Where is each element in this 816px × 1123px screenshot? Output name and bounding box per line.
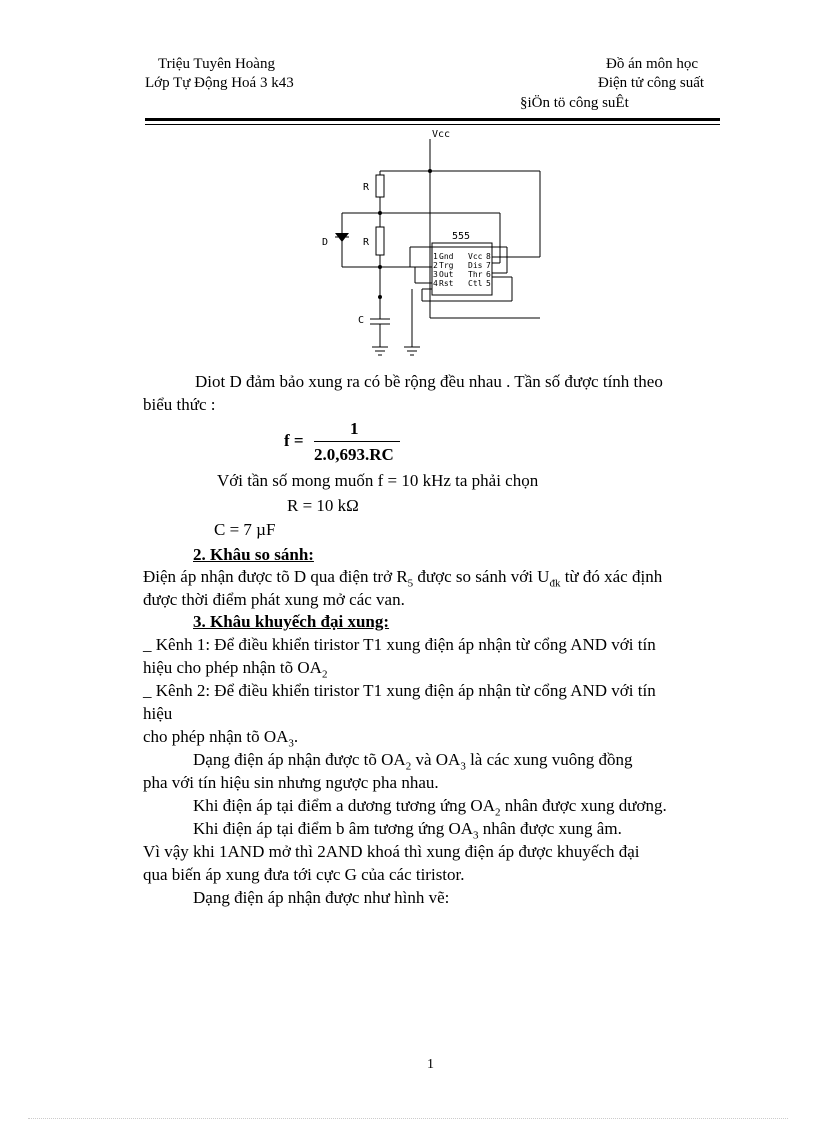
resistor-r1 [376,175,384,197]
r2-label: R [363,237,370,248]
para2-line2: được thời điểm phát xung mở các van. [143,590,405,609]
pin-num-7: 7 [486,261,491,270]
c-value: C = 7 µF [214,520,276,539]
formula-numerator: 1 [350,419,359,438]
para3-line1: Dạng điện áp nhận được tõ $OA_2$ và $OA_3$ là các xung vuông đồng [193,750,633,773]
r-value: R = 10 kΩ [287,496,359,515]
pin-num-6: 6 [486,270,491,279]
pin-gnd: Gnd [439,252,454,261]
heading-comparator: 2. Khâu so sánh: [193,545,314,564]
formula-denominator: 2.0,693.RC [314,445,394,464]
page-number: 1 [427,1057,434,1072]
heading-amplifier: 3. Khâu khuyếch đại xung: [193,612,390,631]
pin-out: Out [439,270,454,279]
pin-ctl: Ctl [468,279,483,288]
para7: Dạng điện áp nhận được như hình vẽ: [193,888,450,907]
para3-line2: pha với tín hiệu sin nhưng ngược pha nhau. [143,773,439,792]
pin-num-3: 3 [433,270,438,279]
pin-thr: Thr [468,270,483,279]
d-label: D [322,237,329,248]
para1-line1: Diot D đảm bảo xung ra có bề rộng đều nhau . Tần số được tính theo [195,372,663,391]
channel2-line3: cho phép nhận tõ $OA_3$. [143,727,299,750]
para4: Khi điện áp tại điểm a dương tương ứng $OA_2$ nhân được xung dương. [193,796,667,819]
header-subject-garbled: §iÖn tö công suÊt [520,95,629,111]
channel1-line2: hiệu cho phép nhận tõ $OA_2$ [143,658,328,681]
para6-line2: qua biến áp xung đưa tới cực G của các tiristor. [143,865,465,884]
channel2-line1: _ Kênh 2: Để điều khiển tiristor T1 xung điện áp nhận từ cổng AND với tín [143,681,656,700]
pin-rst: Rst [439,279,454,288]
c-label: C [358,315,365,326]
pin-num-1: 1 [433,252,438,261]
ic-label: 555 [452,231,471,242]
para5: Khi điện áp tại điểm b âm tương ứng $OA_3$ nhân được xung âm. [193,819,622,842]
page-edge-dotted-line [28,1118,788,1119]
circuit-diagram [300,125,550,365]
para1-line2: biểu thức : [143,395,216,414]
header-rule-thick [145,118,720,121]
pin-vcc: Vcc [468,252,483,261]
pin-trg: Trg [439,261,454,270]
pin-num-2: 2 [433,261,438,270]
pin-num-5: 5 [486,279,491,288]
header-project: Đồ án môn học [606,56,699,72]
pin-dis: Dis [468,261,483,270]
header-subject: Điện tử công suất [598,75,705,91]
r1-label: R [363,182,370,193]
para2-line1: Điện áp nhận được tõ D qua điện trở $R_5$ được so sánh với $U_{đk}$ từ đó xác định [143,567,663,590]
channel1-line1: _ Kênh 1: Để điều khiển tiristor T1 xung điện áp nhận từ cổng AND với tín [143,635,656,654]
choose-line: Với tần số mong muốn f = 10 kHz ta phải chọn [217,471,539,490]
channel2-line2: hiệu [143,704,173,723]
formula-lhs: f = [284,431,304,450]
resistor-r2 [376,227,384,255]
formula-fraction-bar [314,441,400,442]
header-class: Lớp Tự Động Hoá 3 k43 [145,75,294,91]
para6-line1: Vì vậy khi 1AND mở thì 2AND khoá thì xung điện áp được khuyếch đại [143,842,640,861]
pin-num-4: 4 [433,279,438,288]
vcc-label: Vcc [432,129,451,140]
header-author: Triệu Tuyên Hoàng [158,56,275,72]
pin-num-8: 8 [486,252,491,261]
